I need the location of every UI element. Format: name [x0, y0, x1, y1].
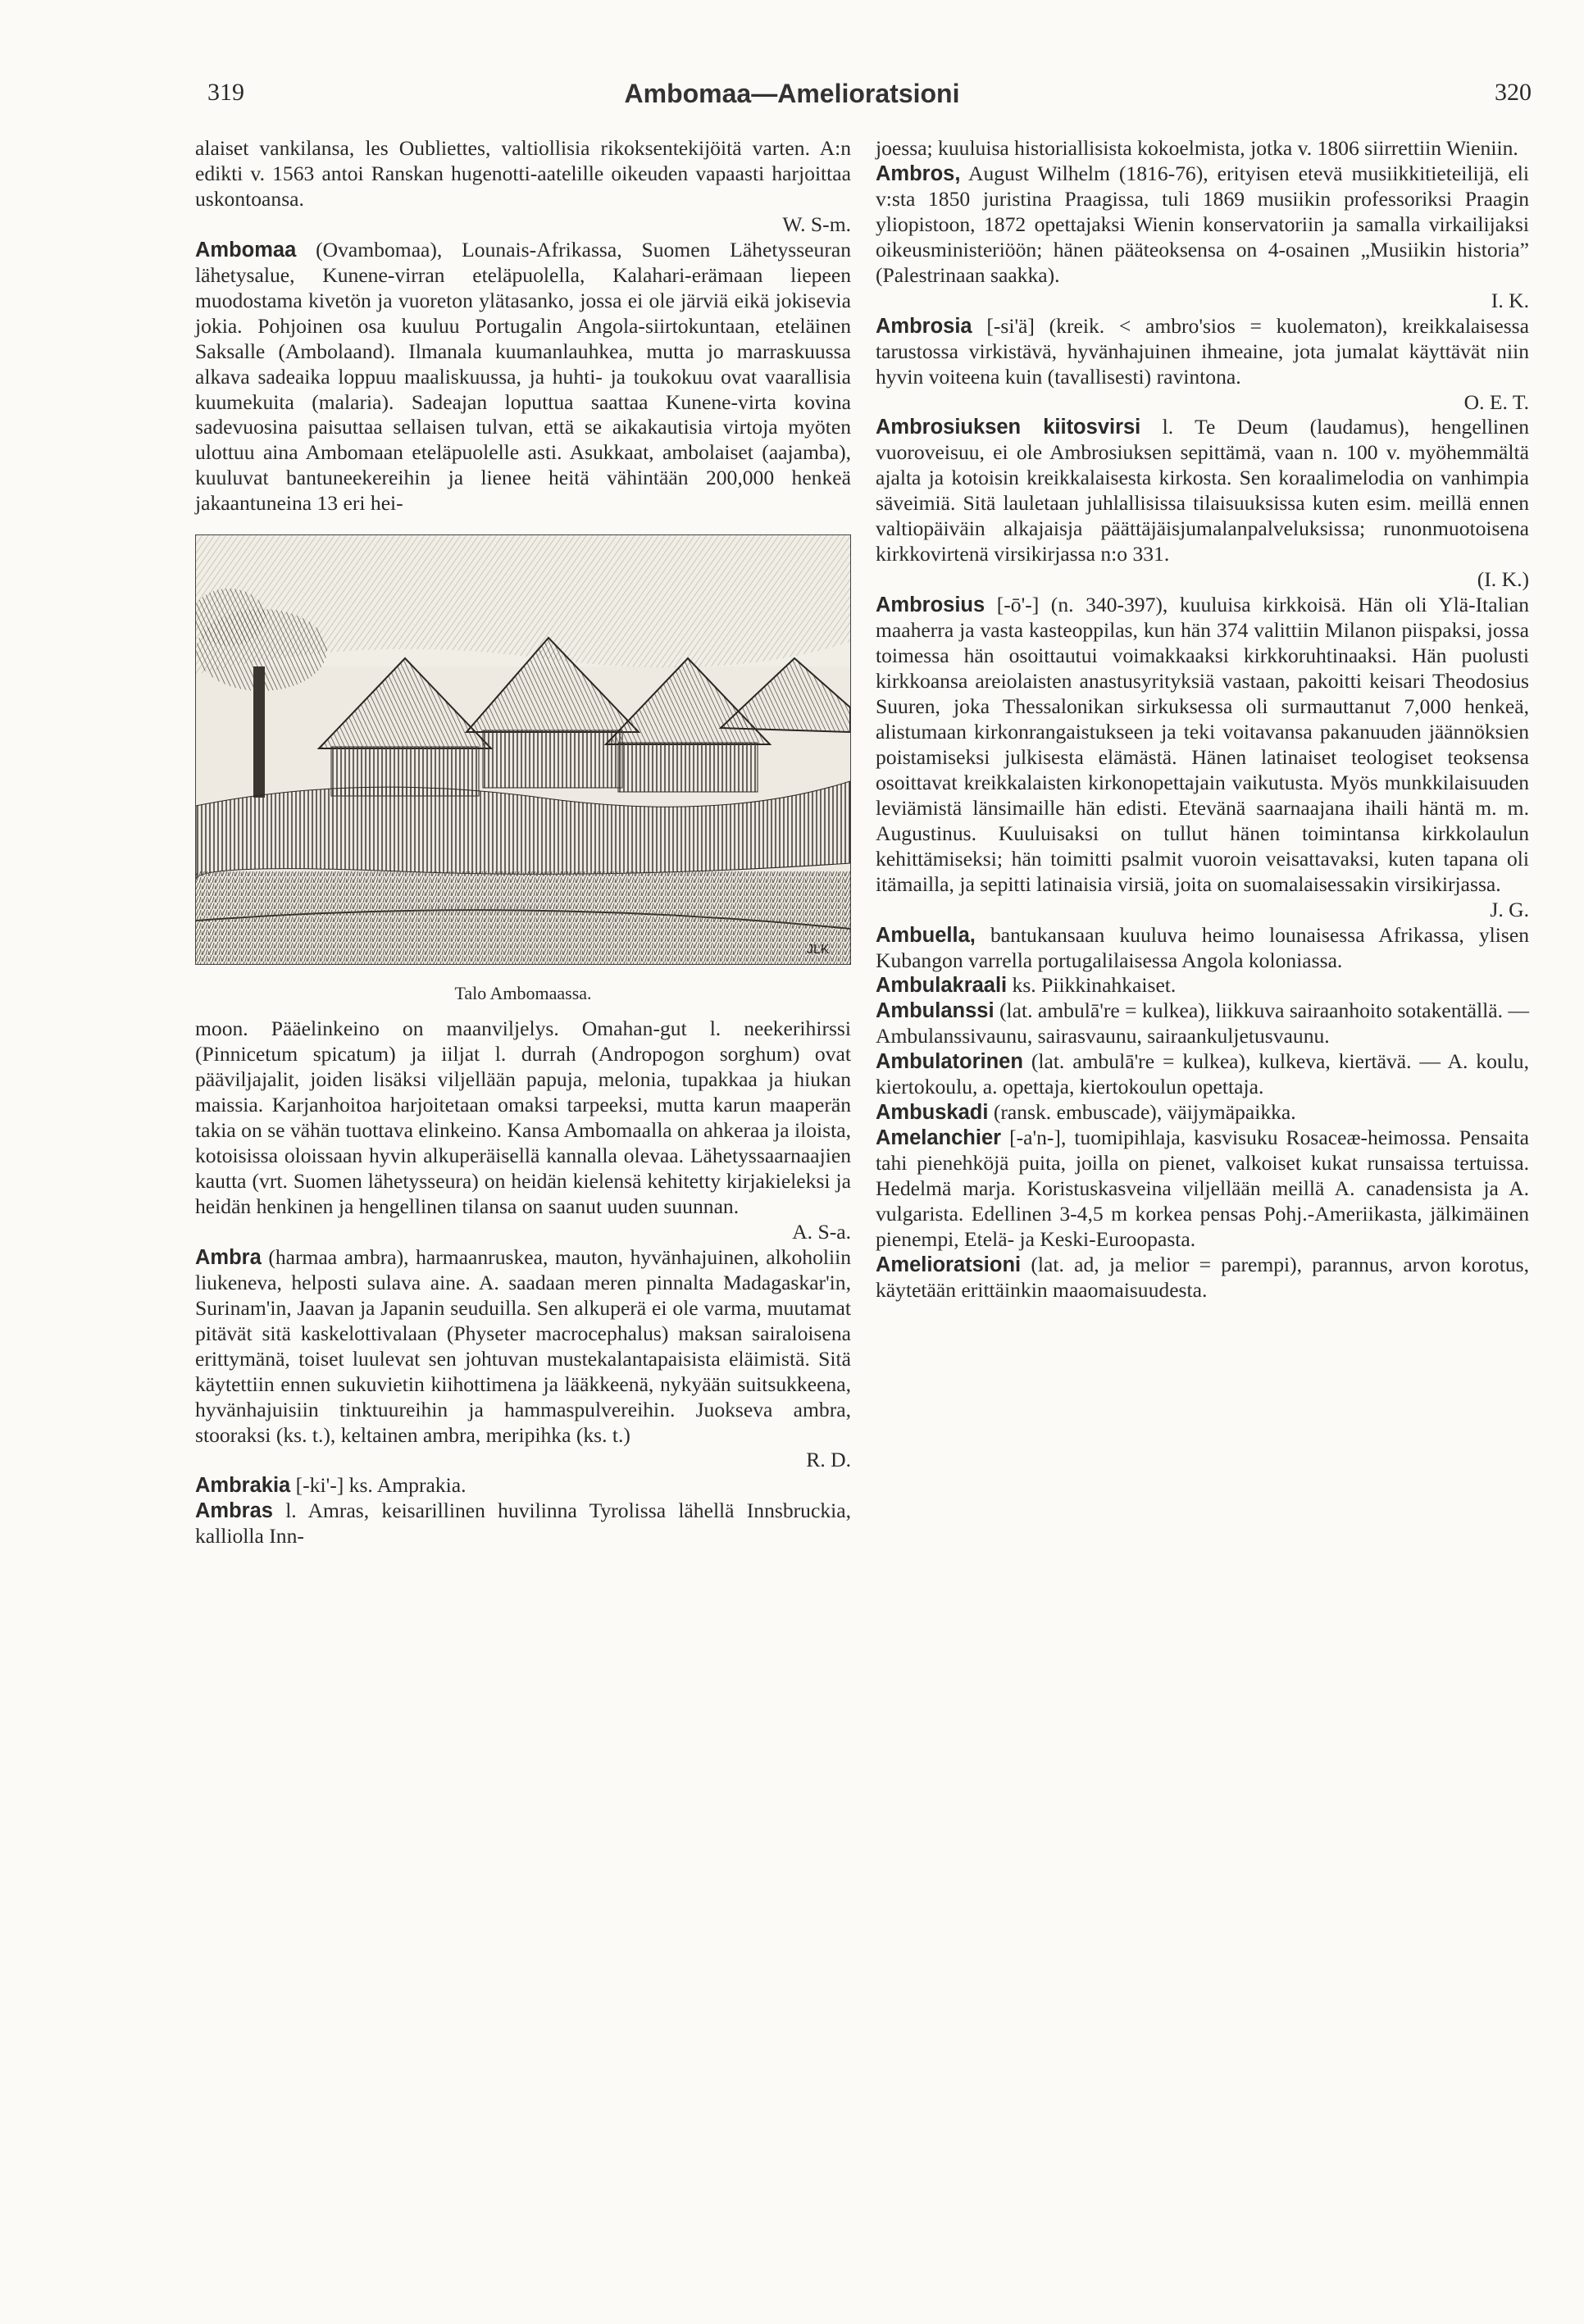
headword: Ambulatorinen	[876, 1050, 1023, 1074]
entry-text: [-si'ä] (kreik. < ambro'sios = kuolematon), kreikkalaisessa tarustossa virkistävä, hyvänhajuinen ihmeaine, jota jumalat käyttävät niin hyvin voiteena kuin (tavallisesti) ravintona.	[876, 313, 1529, 389]
headword: Ambuella,	[876, 923, 976, 947]
entry-text: alaiset vankilansa, les Oubliettes, valtiollisia rikoksentekijöitä varten. A:n edikti v. 1563 antoi Ranskan hugenotti-aatelille oikeuden vapaasti harjoittaa uskontoansa.	[195, 136, 851, 211]
entry-text: bantukansaan kuuluva heimo lounaisessa Afrikassa, ylisen Kubangon varrella portugalilaisessa Angola koloniassa.	[876, 922, 1529, 972]
hut-illustration	[195, 534, 851, 965]
entry-text: O. E. T.	[1463, 389, 1529, 414]
entry	[876, 1049, 1529, 1100]
left-column	[195, 136, 851, 1549]
entry	[195, 1016, 851, 1220]
entry-text: ks. Piikkinahkaiset.	[1007, 973, 1177, 998]
author-signature	[876, 567, 1529, 593]
entry	[195, 1473, 851, 1499]
figure	[195, 534, 851, 1007]
headword: Ambrakia	[195, 1474, 291, 1498]
palisade	[196, 781, 850, 880]
right-column	[876, 136, 1529, 1303]
entry-text: [-a'n-], tuomipihlaja, kasvisuku Rosaceæ-heimossa. Pensaita tahi pienehköjä puita, joilla on pienet, valkoiset kukat runsaissa tertuissa. Hedelmä marja. Koristuskasveina viljellään meillä A. canadensista ja A. vulgarista. Edellinen 3-4,5 m korkea pensas Pohj.-Ameriikasta, jälkimäinen pienempi, Etelä- ja Keski-Euroopasta.	[876, 1126, 1529, 1251]
entry	[876, 1253, 1529, 1303]
headword: Ambrosia	[876, 314, 972, 338]
entry	[876, 973, 1529, 998]
entry	[876, 923, 1529, 974]
entry-text: (Ovambomaa), Lounais-Afrikassa, Suomen Lähetysseuran lähetysalue, Kunene-virran eteläpuolella, Kalahari-erämaan liepeen muodostama kivetön ja vuoreton ylätasanko, jossa ei ole järviä eikä jokisevia jokia. Pohjoinen osa kuuluu Portugalin Angola-siirtokuntaan, eteläinen Saksalle (Ambolaand). Ilmanala kuumanlauhkea, mutta jo marraskuussa alkava sadeaika loppuu maaliskuussa, ja huhti- ja toukokuu ovat vaarallisia kuumekuita (malaria). Sadeajan loputtua saattaa Kunene-virta kovina sadevuosina paisuttaa sellaisen tulvan, että se aikakautisia virtoja myöten ulottuu aina Ambomaan eteläpuolelle asti. Asukkaat, ambolaiset (aajamba), kuuluvat bantuneekereihin ja lienee heitä vähintään 200,000 henkeä jakaantuneina 13 eri hei-	[195, 237, 851, 516]
entry-text: R. D.	[806, 1448, 851, 1472]
entry-text: (harmaa ambra), harmaanruskea, mauton, hyvänhajuinen, alkoholiin liukeneva, helposti sulava aine. A. saadaan meren pinnalta Madagaskar'in, Surinam'in, Jaavan ja Japanin seuduilla. Sen alkuperä ei ole varma, muutamat pitävät sitä kaskelottivalaan (Physeter macrocephalus) maksan sairaloisena erittymänä, toiset luulevat sen johtuvan mustekalantapaisista eläimistä. Sitä käytettiin ennen sukuvietin kiihottimena ja lääkkeenä, nykyään suitsukkeena, hyvänhajuisiin tinktuureihin ja hammaspulvereihin. Juokseva ambra, stooraksi (ks. t.), keltainen ambra, meripihka (ks. t.)	[195, 1244, 851, 1447]
author-signature	[195, 1220, 851, 1245]
author-signature	[876, 898, 1529, 923]
entry-text: A. S-a.	[792, 1219, 851, 1244]
entry-text: J. G.	[1490, 897, 1529, 921]
entry	[195, 1245, 851, 1449]
headword: Ambrosius	[876, 594, 985, 617]
entry	[195, 136, 851, 212]
headword: Amelioratsioni	[876, 1253, 1022, 1276]
entry-text: l. Amras, keisarillinen huvilinna Tyrolissa lähellä Innsbruckia, kalliolla Inn-	[195, 1499, 851, 1549]
entry	[195, 238, 851, 516]
author-signature	[195, 212, 851, 238]
page-number-left: 319	[207, 79, 244, 106]
headword: Ambomaa	[195, 238, 297, 262]
entry	[876, 998, 1529, 1049]
headword: Ambulakraali	[876, 974, 1008, 998]
entry-text: (ransk. embuscade), väijymäpaikka.	[988, 1100, 1296, 1125]
headword: Ambuskadi	[876, 1101, 989, 1125]
author-signature	[195, 1448, 851, 1473]
entry-text: (lat. ambulā're = kulkea), liikkuva sairaanhoito sotakentällä. — Ambulanssivaunu, sairasvaunu, sairaankuljetusvaunu.	[876, 998, 1529, 1048]
entry-text: (lat. ambulā're = kulkea), kulkeva, kiertävä. — A. koulu, kiertokoulu, a. opettaja, kiertokoulun opettaja.	[876, 1049, 1529, 1099]
headword: Ambras	[195, 1499, 273, 1523]
headword: Ambros,	[876, 161, 961, 185]
entry	[876, 415, 1529, 567]
page-number-right: 320	[1495, 79, 1532, 106]
entry	[876, 1126, 1529, 1253]
running-header	[0, 79, 1584, 128]
entry	[876, 593, 1529, 897]
headword: Ambra	[195, 1245, 262, 1269]
entry-text: W. S-m.	[782, 211, 851, 236]
entry	[876, 161, 1529, 289]
running-title: Ambomaa—Amelioratsioni	[624, 79, 960, 108]
entry-text: [-ki'-] ks. Amprakia.	[290, 1473, 467, 1498]
entry	[876, 136, 1529, 161]
author-signature	[876, 289, 1529, 314]
entry-text: (lat. ad, ja melior = parempi), parannus, arvon korotus, käytetään erittäinkin maaomaisuudesta.	[876, 1252, 1529, 1302]
author-signature	[876, 390, 1529, 416]
entry-text: [-ō'-] (n. 340-397), kuuluisa kirkkoisä. Hän oli Ylä-Italian maaherra ja vasta kasteoppilas, kun hän 374 valittiin Milanon piispaksi, jossa toimessa hän osoittautui voimakkaaksi kirkkoruhtinaaksi. Hän puolusti kirkkoansa areiolaisten anastusyrityksiä vastaan, pakoitti keisari Theodosius Suuren, joka Thessalonikan sirkuksessa oli surmauttanut 7,000 henkeä, alistumaan kirkonrangaistukseen ja teki voitavansa pakanuuden jäännöksien poistamiseksi julkisesta elämästä. Hänen latinaiset teologiset teoksensa osoittavat kreikkalaisten kirkonopettajain vaikutusta. Myös munkkilaisuuden leviämistä länsimaille hän edisti. Etevänä saarnaajana ihaili häntä m. m. Augustinus. Kuuluisaksi on tullut hänen toimintansa kirkkolaulun kehittämiseksi; hän toimitti psalmit vuoroin veisattavaksi, kuten tapana oli itämailla, ja sepitti latinaisia virsiä, joita on suomalaisessakin virsikirjassa.	[876, 593, 1529, 896]
headword: Amelanchier	[876, 1126, 1002, 1150]
entry-text: August Wilhelm (1816-76), erityisen etevä musiikkitieteilijä, eli v:sta 1850 juristina Praagissa, tuli 1869 musiikin professoriksi Praagin yliopistoon, 1872 opettajaksi Wienin konservatoriin ja samalla virkailijaksi oikeusministeriöön; hänen pääteoksensa on 4-osainen „Musiikin historia” (Palestrinaan saakka).	[876, 161, 1529, 287]
entry-text: moon. Pääelinkeino on maanviljelys. Omahan-gut l. neekerihirssi (Pinnicetum spicatum) ja iiljat l. durrah (Andropogon sorghum) ovat pääviljajalit, joiden lisäksi viljellään papuja, melonia, tupakkaa ja hiukan maissia. Karjanhoitoa harjoitetaan omaksi tarpeeksi, mutta karun maaperän takia on se vähän tuottava elinkeino. Kansa Ambomaalla on ahkeraa ja iloista, kotoisissa oloissaan hyvin alkuperäisellä kannalla olevaa. Lähetyssaarnaajien kautta (vrt. Suomen lähetysseura) on heidän kielensä kehitetty kirjakieleksi ja heidän henkinen ja hengellinen tilansa on saanut uuden suunnan.	[195, 1016, 851, 1218]
entry-text: l. Te Deum (laudamus), hengellinen vuoroveisuu, ei ole Ambrosiuksen sepittämä, vaan n. 100 v. myöhemmältä ajalta ja kotoisin kreikkalaisesta kirkosta. Sen koraalimelodia on vanhimpia säveimiä. Sitä lauletaan juhlallisissa tilaisuuksissa kuten esim. meillä ennen valtiopäiväin alkajaisja päättäjäisjumalanpalveluksissa; runonmuotoisena kirkkovirtenä virsikirjassa n:o 331.	[876, 415, 1529, 566]
entry-text: joessa; kuuluisa historiallisista kokoelmista, jotka v. 1806 siirrettiin Wieniin.	[876, 136, 1518, 160]
entry-text: (I. K.)	[1477, 567, 1529, 592]
illustration-signature: JLK	[807, 943, 830, 957]
headword: Ambulanssi	[876, 999, 995, 1023]
figure-caption: Talo Ambomaassa.	[454, 983, 592, 1004]
entry-text: I. K.	[1491, 288, 1529, 312]
entry	[876, 1100, 1529, 1126]
headword: Ambrosiuksen kiitosvirsi	[876, 416, 1141, 439]
entry	[195, 1499, 851, 1549]
entry	[876, 314, 1529, 390]
